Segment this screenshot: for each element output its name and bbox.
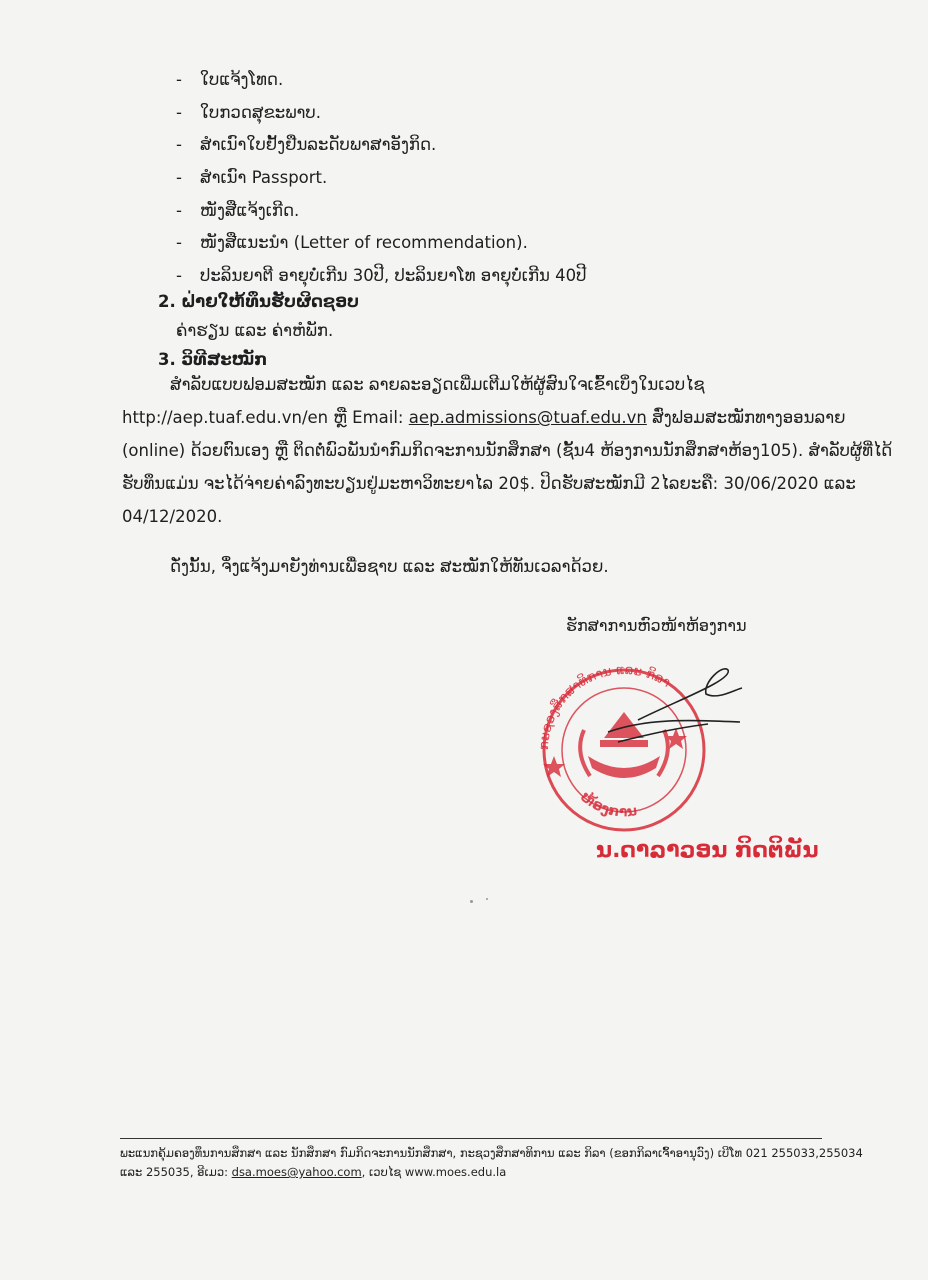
paragraph-line-3: (online) ດ້ວຍຕົນເອງ ຫຼື ຕິດຕໍ່ພົວພັນນຳກົມກິດຈະການນັກສຶກສາ (ຊັ້ນ4 ຫ້ອງການນັກສຶກສາຫ້ອງ105). ສຳລັບຜູ້ທີ່ໄດ້ — [122, 441, 893, 460]
or-text: ຫຼື — [333, 408, 347, 427]
bullet-marker: - — [176, 70, 182, 89]
footer-line-1: ພະແນກຄຸ້ມຄອງທຶນການສຶກສາ ແລະ ນັກສຶກສາ ກົມກິດຈະການນັກສຶກສາ, ກະຊວງສຶກສາທິການ ແລະ ກິລາ (ຂອກກິລາເຈົ້າອານຸວົງ) ເບີໂທ 021 255033,255034 — [120, 1146, 863, 1160]
paragraph-line-1: ສຳລັບແບບຟອມສະໝັກ ແລະ ລາຍລະອຽດເພີ່ມເຕີມໃຫ້ຜູ້ສົນໃຈເຂົ້າເບິ່ງໃນເວບໄຊ — [170, 375, 705, 394]
requirements-list — [176, 64, 876, 293]
bullet-marker: - — [176, 102, 182, 122]
signature-title: ຮັກສາການຫົວໜ້າຫ້ອງການ — [566, 616, 747, 635]
list-item: - ໜັງສືແຈ້ງເກີດ. — [176, 195, 876, 228]
list-item: - ໜັງສືແນະນຳ (Letter of recommendation). — [176, 227, 876, 260]
paragraph-line-2 — [122, 401, 862, 434]
paragraph-line-4: ຮັບທຶນແມ່ນ ຈະໄດ້ຈ່າຍຄ່າລົງທະບຽນຢູ່ມະຫາວິທະຍາໄລ 20$. ປິດຮັບສະໝັກມີ 2ໄລຍະຄື: 30/06/2020 ແລະ — [122, 474, 856, 493]
website-link[interactable]: http://aep.tuaf.edu.vn/en — [122, 408, 329, 427]
footer-line-2: ແລະ 255035, ອີເມວ: dsa.moes@yahoo.com, ເວບໄຊ www.moes.edu.la — [120, 1165, 507, 1179]
scan-speck — [486, 898, 488, 900]
bullet-marker: - — [176, 135, 182, 155]
section-2-body: ຄ່າຮຽນ ແລະ ຄ່າຫໍພັກ. — [176, 321, 334, 340]
bullet-marker: - — [176, 200, 182, 220]
section-3-heading: 3. ວິທີສະໝັກ — [158, 350, 268, 369]
bullet-marker: - — [176, 233, 182, 253]
list-item: - ປະລິນຍາຕີ ອາຍຸບໍ່ເກີນ 30ປີ, ປະລິນຍາໂທ ອາຍຸບໍ່ເກີນ 40ປີ — [176, 260, 876, 293]
section-3-paragraph — [122, 368, 893, 533]
email-link[interactable]: aep.admissions@tuaf.edu.vn — [408, 408, 647, 427]
list-item: - ໃບແຈ້ງໂທດ. — [176, 64, 876, 97]
list-item: - ສຳເນົາໃບຢັ້ງຢືນລະດັບພາສາອັງກິດ. — [176, 129, 876, 162]
list-item: - ໃບກວດສຸຂະພາບ. — [176, 97, 876, 130]
section-2-heading: 2. ຝ່າຍໃຫ້ທຶນຮັບຜິດຊອບ — [158, 292, 360, 311]
paragraph-line-2-tail: ສົ່ງຟອມສະໝັກທາງອອນລາຍ — [652, 408, 846, 427]
paragraph-line-5: 04/12/2020. — [122, 507, 223, 526]
official-seal-stamp — [528, 660, 758, 840]
footer-divider — [120, 1138, 822, 1139]
email-label: Email: — [352, 408, 404, 427]
letterhead-footer — [120, 1144, 863, 1182]
footer-email-link[interactable]: dsa.moes@yahoo.com — [231, 1165, 362, 1179]
svg-text:ກະຊວງສຶກສາທິການ ແລະ ກິລາ: ກະຊວງສຶກສາທິການ ແລະ ກິລາ — [536, 662, 673, 751]
scan-speck — [470, 900, 473, 903]
bullet-marker: - — [176, 266, 182, 286]
list-item: - ສຳເນົາ Passport. — [176, 162, 876, 195]
svg-text:ຫ້ອງການ: ຫ້ອງການ — [577, 788, 639, 821]
closing-sentence: ດັ່ງນັ້ນ, ຈຶ່ງແຈ້ງມາຍັງທ່ານເພື່ອຊາບ ແລະ ສະໝັກໃຫ້ທັນເວລາດ້ວຍ. — [170, 557, 609, 576]
signer-name: ນ.ດາລາວອນ ກິດຕິພັນ — [596, 838, 819, 863]
bullet-marker: - — [176, 168, 182, 188]
